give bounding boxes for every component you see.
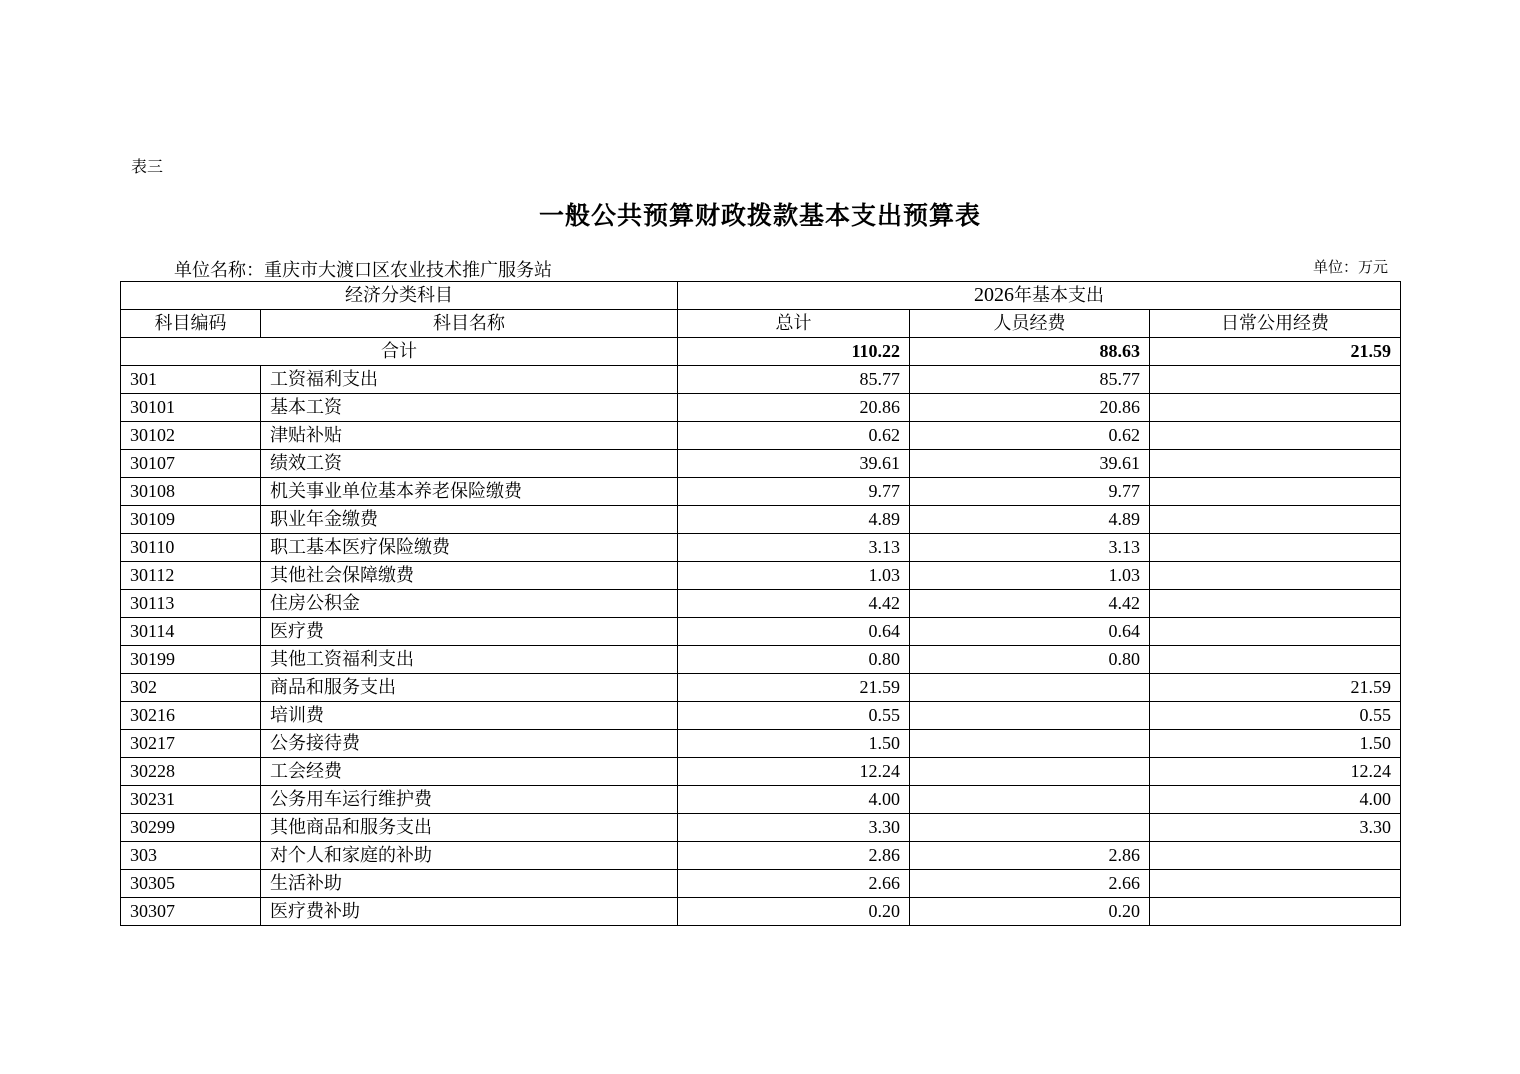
row-code: 30110 [121,534,261,562]
row-personnel [910,674,1150,702]
row-personnel: 1.03 [910,562,1150,590]
row-personnel: 9.77 [910,478,1150,506]
row-public [1150,646,1401,674]
page-title: 一般公共预算财政拨款基本支出预算表 [538,201,981,230]
row-personnel: 3.13 [910,534,1150,562]
row-public [1150,450,1401,478]
row-code: 30231 [121,786,261,814]
row-code: 30109 [121,506,261,534]
row-total: 9.77 [678,478,910,506]
table-row [121,534,1401,562]
row-name: 基本工资 [261,394,678,422]
row-total: 20.86 [678,394,910,422]
row-name: 绩效工资 [261,450,678,478]
row-total: 0.20 [678,898,910,926]
header-row-group [121,282,1401,310]
row-code: 30228 [121,758,261,786]
row-total: 2.66 [678,870,910,898]
row-code: 30112 [121,562,261,590]
row-public [1150,898,1401,926]
row-total: 4.89 [678,506,910,534]
table-row [121,702,1401,730]
row-personnel: 85.77 [910,366,1150,394]
unit-name: 单位名称：重庆市大渡口区农业技术推广服务站 [174,260,552,281]
row-public [1150,618,1401,646]
table-row [121,590,1401,618]
total-sum: 110.22 [678,338,910,366]
total-row [121,338,1401,366]
row-code: 30108 [121,478,261,506]
row-code: 30101 [121,394,261,422]
table-row [121,506,1401,534]
header-public: 日常公用经费 [1150,310,1401,338]
table-row [121,450,1401,478]
table-row [121,394,1401,422]
row-total: 12.24 [678,758,910,786]
row-name: 公务接待费 [261,730,678,758]
row-total: 85.77 [678,366,910,394]
row-public: 3.30 [1150,814,1401,842]
row-public [1150,478,1401,506]
row-code: 30217 [121,730,261,758]
table-row [121,814,1401,842]
row-name: 公务用车运行维护费 [261,786,678,814]
table-row [121,898,1401,926]
header-row-columns [121,310,1401,338]
row-name: 商品和服务支出 [261,674,678,702]
table-row [121,786,1401,814]
row-code: 30113 [121,590,261,618]
row-total: 1.50 [678,730,910,758]
row-code: 30114 [121,618,261,646]
row-name: 职业年金缴费 [261,506,678,534]
table-row [121,478,1401,506]
row-name: 住房公积金 [261,590,678,618]
row-total: 3.30 [678,814,910,842]
row-total: 3.13 [678,534,910,562]
header-code: 科目编码 [121,310,261,338]
row-public: 1.50 [1150,730,1401,758]
row-total: 21.59 [678,674,910,702]
row-name: 其他工资福利支出 [261,646,678,674]
row-code: 30107 [121,450,261,478]
table-row [121,618,1401,646]
row-personnel [910,814,1150,842]
row-code: 30102 [121,422,261,450]
total-public: 21.59 [1150,338,1401,366]
row-public: 21.59 [1150,674,1401,702]
row-personnel [910,702,1150,730]
table-row [121,842,1401,870]
row-personnel [910,730,1150,758]
row-total: 0.64 [678,618,910,646]
total-label: 合计 [121,338,678,366]
row-code: 301 [121,366,261,394]
row-personnel: 0.20 [910,898,1150,926]
row-code: 30307 [121,898,261,926]
row-personnel: 0.80 [910,646,1150,674]
header-economic-classification: 经济分类科目 [121,282,678,310]
row-total: 0.62 [678,422,910,450]
header-total: 总计 [678,310,910,338]
row-name: 职工基本医疗保险缴费 [261,534,678,562]
row-name: 医疗费 [261,618,678,646]
row-personnel: 20.86 [910,394,1150,422]
row-personnel: 4.42 [910,590,1150,618]
row-public [1150,394,1401,422]
row-code: 30216 [121,702,261,730]
row-code: 30199 [121,646,261,674]
row-public [1150,506,1401,534]
row-name: 其他商品和服务支出 [261,814,678,842]
row-code: 30299 [121,814,261,842]
table-row [121,366,1401,394]
row-name: 生活补助 [261,870,678,898]
row-name: 津贴补贴 [261,422,678,450]
table-row [121,422,1401,450]
row-code: 302 [121,674,261,702]
row-name: 医疗费补助 [261,898,678,926]
row-personnel: 0.62 [910,422,1150,450]
table-label: 表三 [131,157,164,176]
row-name: 培训费 [261,702,678,730]
row-public [1150,590,1401,618]
row-public [1150,842,1401,870]
row-total: 4.42 [678,590,910,618]
table-row [121,562,1401,590]
row-personnel [910,786,1150,814]
header-year: 2026 [974,284,1015,306]
header-name: 科目名称 [261,310,678,338]
table-row [121,870,1401,898]
row-personnel: 2.66 [910,870,1150,898]
row-name: 工资福利支出 [261,366,678,394]
row-code: 303 [121,842,261,870]
table-row [121,730,1401,758]
row-personnel: 4.89 [910,506,1150,534]
total-personnel: 88.63 [910,338,1150,366]
unit-measure: 单位：万元 [1312,258,1388,276]
table-row [121,758,1401,786]
row-total: 39.61 [678,450,910,478]
row-name: 机关事业单位基本养老保险缴费 [261,478,678,506]
row-total: 1.03 [678,562,910,590]
row-code: 30305 [121,870,261,898]
table-row [121,646,1401,674]
row-public [1150,870,1401,898]
header-personnel: 人员经费 [910,310,1150,338]
row-public: 0.55 [1150,702,1401,730]
row-name: 其他社会保障缴费 [261,562,678,590]
row-public [1150,562,1401,590]
row-public [1150,366,1401,394]
row-personnel [910,758,1150,786]
row-total: 4.00 [678,786,910,814]
row-public: 12.24 [1150,758,1401,786]
row-personnel: 39.61 [910,450,1150,478]
row-name: 对个人和家庭的补助 [261,842,678,870]
row-personnel: 0.64 [910,618,1150,646]
row-personnel: 2.86 [910,842,1150,870]
row-public [1150,422,1401,450]
row-public [1150,534,1401,562]
row-public: 4.00 [1150,786,1401,814]
table-row [121,674,1401,702]
row-total: 2.86 [678,842,910,870]
row-total: 0.80 [678,646,910,674]
header-basic-expenditure [678,282,1401,310]
budget-table [120,281,1401,926]
header-basic-expenditure-label: 年基本支出 [1014,285,1105,306]
row-name: 工会经费 [261,758,678,786]
row-total: 0.55 [678,702,910,730]
